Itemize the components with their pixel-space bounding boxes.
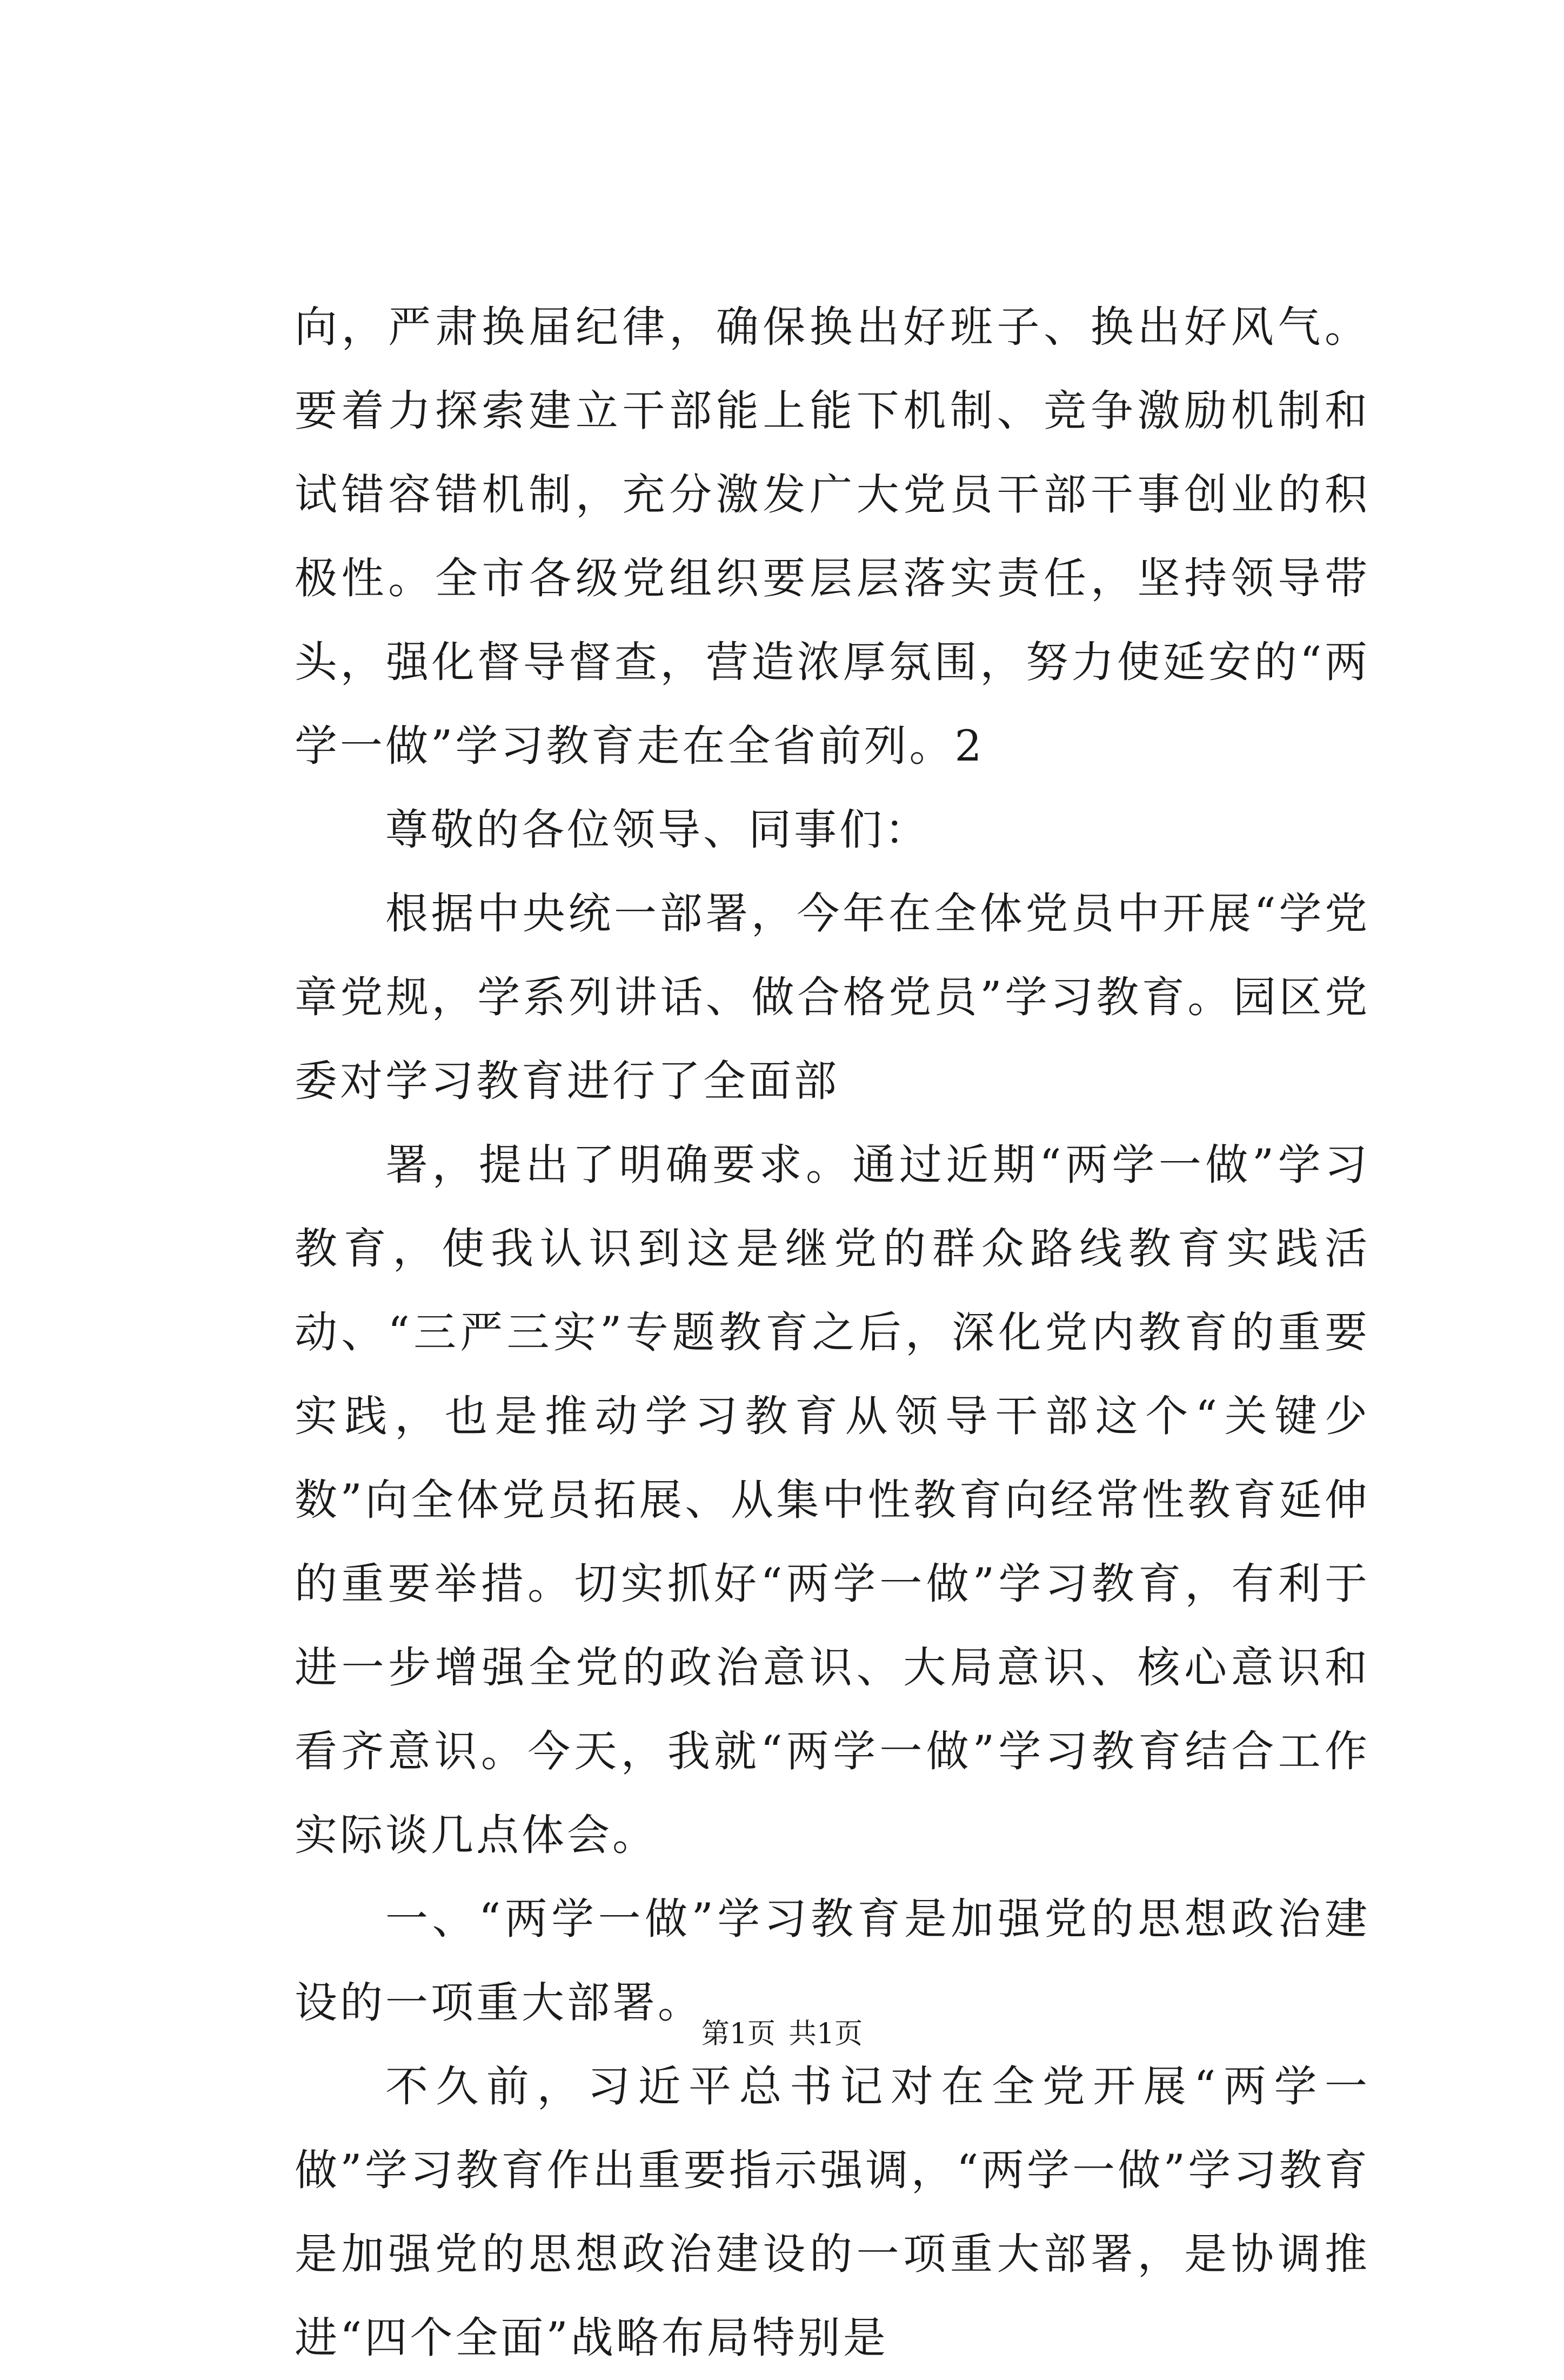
document-body — [295, 285, 1370, 2380]
paragraph-body: 署，提出了明确要求。通过近期“两学一做”学习教育，使我认识到这是继党的群众路线教育实践活动、“三严三实”专题教育之后，深化党内教育的重要实践，也是推动学习教育从领导干部这个“关键少数”向全体党员拓展、从集中性教育向经常性教育延伸的重要举措。切实抓好“两学一做”学习教育，有利于进一步增强全党的政治意识、大局意识、核心意识和看齐意识。今天，我就“两学一做”学习教育结合工作实际谈几点体会。 — [295, 1140, 1370, 1860]
paragraph-salutation: 尊敬的各位领导、同事们： — [385, 805, 930, 855]
paragraph-body: 不久前，习近平总书记对在全党开展“两学一做”学习教育作出重要指示强调，“两学一做”学习教育是加强党的思想政治建设的一项重大部署，是协调推进“四个全面”战略布局特别是 — [295, 2062, 1370, 2363]
paragraph-continued: 向，严肃换届纪律，确保换出好班子、换出好风气。要着力探索建立干部能上能下机制、竞争激励机制和试错容错机制，充分激发广大党员干部干事创业的积极性。全市各级党组织要层层落实责任，坚持领导带头，强化督导督查，营造浓厚氛围，努力使延安的“两学一做”学习教育走在全省前列。2 — [295, 302, 1370, 771]
section-heading: 一、“两学一做”学习教育是加强党的思想政治建设的一项重大部署。 — [295, 1894, 1370, 2028]
page-footer — [0, 2015, 1564, 2053]
page-number: 第1页 — [701, 2018, 776, 2050]
page-total: 共1页 — [788, 2018, 863, 2050]
paragraph-intro: 根据中央统一部署，今年在全体党员中开展“学党章党规，学系列讲话、做合格党员”学习教育。园区党委对学习教育进行了全面部 — [295, 889, 1370, 1106]
